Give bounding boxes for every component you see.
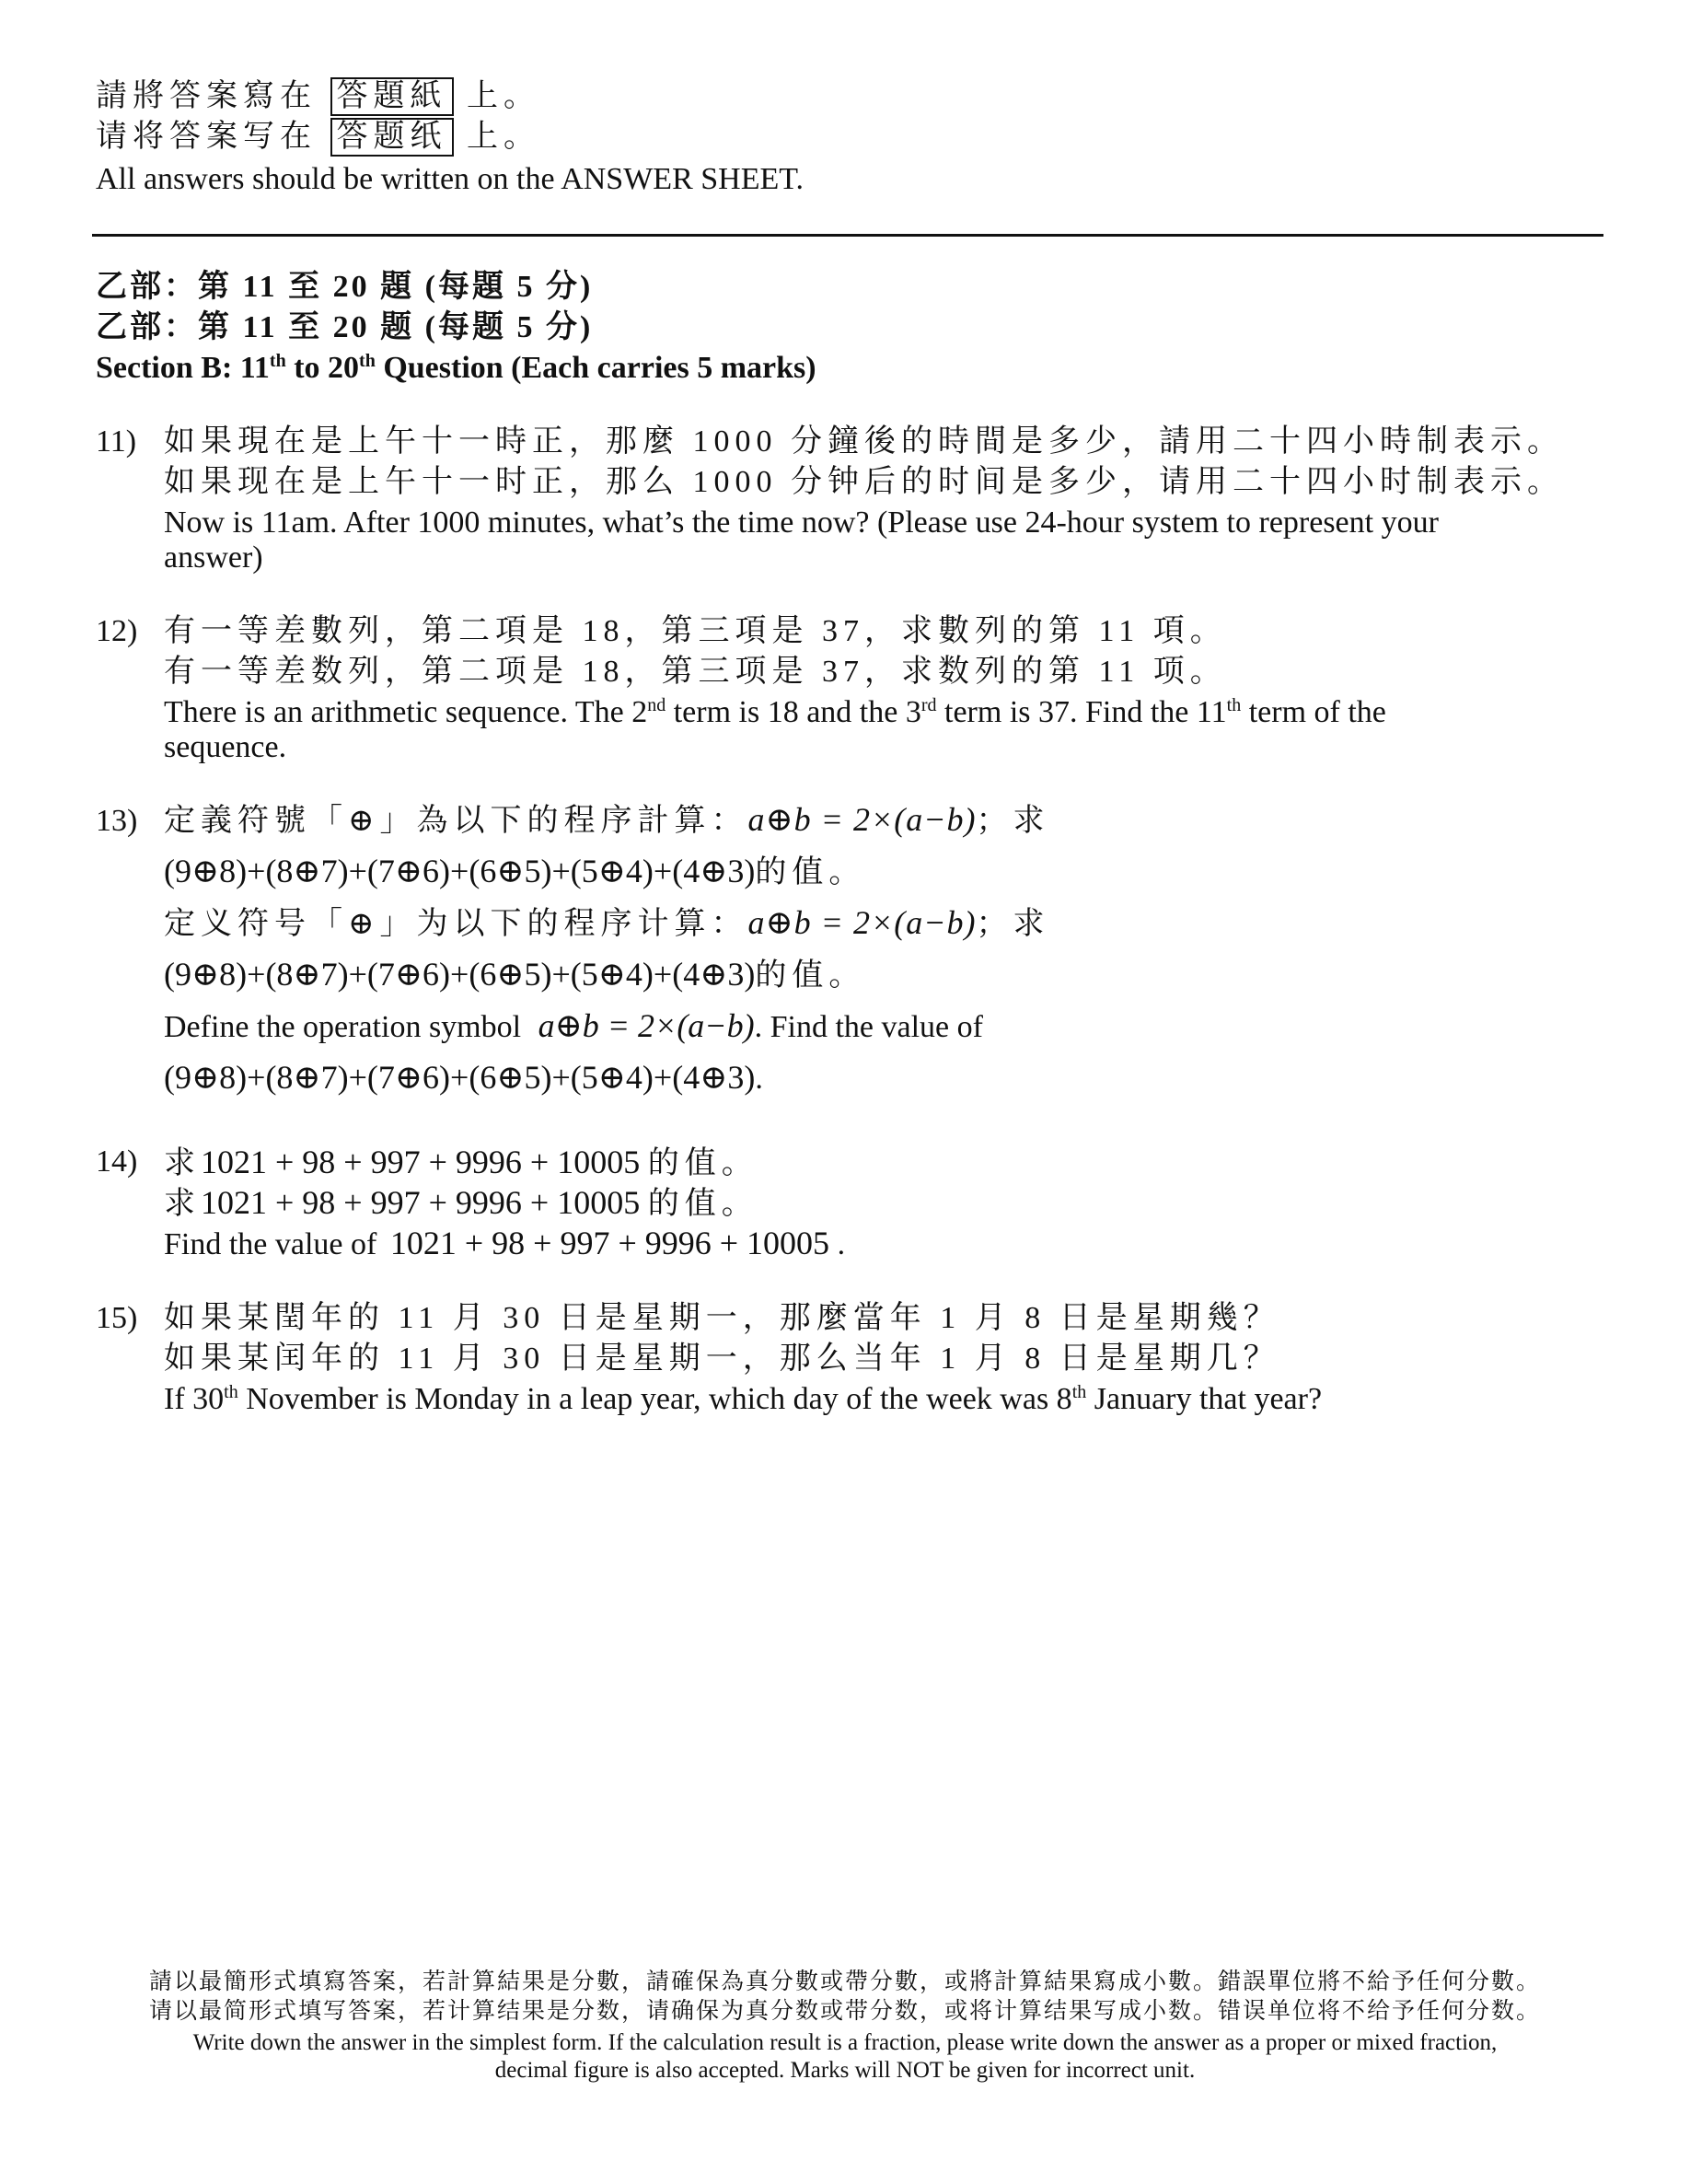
section-title-en-sup2: th: [359, 351, 376, 371]
question-12-en-sup3: th: [1226, 695, 1242, 715]
header-trad-suffix: 上。: [467, 79, 540, 113]
question-15-simp: 如果某闰年的 11 月 30 日是星期一，那么当年 1 月 8 日是星期几？: [164, 1342, 1280, 1376]
question-13-expression-simp: (9⊕8)+(8⊕7)+(7⊕6)+(6⊕5)+(5⊕4)+(4⊕3): [164, 956, 756, 993]
question-13-expression-en: (9⊕8)+(8⊕7)+(7⊕6)+(6⊕5)+(5⊕4)+(4⊕3): [164, 1059, 756, 1096]
question-13-simp-ask: ；求: [976, 907, 1050, 941]
question-14-en-period: .: [829, 1227, 846, 1261]
question-12-en-sup1: nd: [647, 695, 666, 715]
footer-note-simp: 请以最简形式填写答案，若计算结果是分数，请确保为真分数或带分数，或将计算结果写成小数。错误单位将不给予任何分数。: [148, 1999, 1541, 2024]
question-13-trad-line1: [164, 801, 1050, 840]
question-13-definition-en: a⊕b = 2×(a−b): [538, 1007, 755, 1044]
section-title-en: [96, 350, 816, 387]
question-12-en-part4: term of the: [1241, 695, 1386, 729]
section-title-en-sup1: th: [269, 351, 286, 371]
question-11-en-line1: Now is 11am. After 1000 minutes, what’s the time now? (Please use 24-hour system to represent your: [164, 505, 1439, 540]
question-15-number: 15): [96, 1301, 138, 1335]
question-14-simp: [164, 1184, 758, 1223]
question-13-trad-line2: [164, 853, 865, 891]
question-14-trad-ask: 求: [164, 1146, 201, 1180]
header-instruction-en: All answers should be written on the ANSWER SHEET.: [96, 162, 804, 196]
question-13-simp-line1: [164, 904, 1050, 943]
header-instruction-simp: [96, 118, 540, 157]
section-title-en-part1: Section B: 11: [96, 351, 270, 385]
question-12-en-part3: term is 37. Find the 11: [936, 695, 1227, 729]
header-simp-prefix: 请将答案写在: [96, 120, 317, 154]
question-13-simp-line2: [164, 956, 865, 994]
question-13-trad-intro: 定義符號「⊕」為以下的程序計算：: [164, 804, 748, 838]
question-12-trad: 有一等差數列，第二項是 18，第三項是 37，求數列的第 11 項。: [164, 614, 1227, 648]
question-13-trad-value: 的值。: [755, 855, 866, 889]
question-13-en-line2: [164, 1059, 763, 1098]
question-13-simp-intro: 定义符号「⊕」为以下的程序计算：: [164, 907, 748, 941]
question-15-en-sup2: th: [1071, 1382, 1087, 1402]
footer-note-en-line1: Write down the answer in the simplest form. If the calculation result is a fraction, please write down the answer as a proper or mixed fraction,: [192, 2030, 1498, 2055]
question-14-simp-value: 的值。: [647, 1187, 758, 1221]
section-title-en-part3: Question (Each carries 5 marks): [375, 351, 816, 385]
header-simp-suffix: 上。: [467, 120, 540, 154]
question-14-number: 14): [96, 1144, 138, 1179]
question-13-number: 13): [96, 804, 138, 838]
question-13-en-ask: . Find the value of: [754, 1010, 983, 1044]
section-title-trad: 乙部：第 11 至 20 題 (每題 5 分): [96, 270, 594, 304]
question-12-en-part1: There is an arithmetic sequence. The 2: [164, 695, 648, 729]
question-14-trad-value: 的值。: [647, 1146, 758, 1180]
question-13-trad-ask: ；求: [976, 804, 1050, 838]
question-11-en-line2: answer): [164, 540, 263, 575]
question-11-number: 11): [96, 424, 137, 459]
section-title-simp: 乙部：第 11 至 20 题 (每题 5 分): [96, 310, 594, 344]
question-15-en-sup1: th: [224, 1382, 238, 1402]
question-13-en-period: .: [755, 1062, 763, 1096]
question-12-en-part2: term is 18 and the 3: [666, 695, 921, 729]
question-15-en-part2: November is Monday in a leap year, which day of the week was 8: [237, 1382, 1072, 1416]
question-15-trad: 如果某閏年的 11 月 30 日是星期一，那麼當年 1 月 8 日是星期幾？: [164, 1301, 1280, 1335]
question-15-en: [164, 1381, 1322, 1418]
question-14-simp-ask: 求: [164, 1187, 201, 1221]
question-14-en: [164, 1225, 845, 1263]
question-11-simp: 如果现在是上午十一时正，那么 1000 分钟后的时间是多少，请用二十四小时制表示。: [164, 465, 1564, 499]
question-15-en-part3: January that year?: [1086, 1382, 1323, 1416]
header-instruction-trad: [96, 77, 540, 116]
question-13-definition-simp: a⊕b = 2×(a−b): [747, 904, 977, 941]
footer-note-trad: 請以最簡形式填寫答案，若計算結果是分數，請確保為真分數或帶分數，或將計算結果寫成小數。錯誤單位將不給予任何分數。: [148, 1969, 1541, 1994]
question-13-en-line1: [164, 1007, 983, 1046]
question-12-en-line1: [164, 694, 1386, 731]
question-12-simp: 有一等差数列，第二项是 18，第三项是 37，求数列的第 11 项。: [164, 655, 1227, 689]
question-14-expression-en: 1021 + 98 + 997 + 9996 + 10005: [389, 1225, 830, 1261]
answer-sheet-box-simp: 答题纸: [330, 118, 454, 157]
footer-note-en-line2: decimal figure is also accepted. Marks will NOT be given for incorrect unit.: [494, 2058, 1196, 2083]
question-14-expression-simp: 1021 + 98 + 997 + 9996 + 10005: [201, 1184, 641, 1221]
question-14-en-intro: Find the value of: [164, 1227, 377, 1261]
question-12-en-line2: sequence.: [164, 730, 287, 764]
question-13-simp-value: 的值。: [755, 958, 866, 993]
question-12-en-sup2: rd: [920, 695, 937, 715]
question-13-expression-trad: (9⊕8)+(8⊕7)+(7⊕6)+(6⊕5)+(5⊕4)+(4⊕3): [164, 853, 756, 889]
question-14-expression-trad: 1021 + 98 + 997 + 9996 + 10005: [201, 1144, 641, 1180]
question-15-en-part1: If 30: [164, 1382, 225, 1416]
question-14-trad: [164, 1144, 758, 1182]
question-13-definition-trad: a⊕b = 2×(a−b): [747, 801, 977, 838]
question-13-en-intro: Define the operation symbol: [164, 1010, 522, 1044]
section-title-en-part2: to 20: [285, 351, 360, 385]
question-11-trad: 如果現在是上午十一時正，那麼 1000 分鐘後的時間是多少，請用二十四小時制表示。: [164, 424, 1564, 459]
header-trad-prefix: 請將答案寫在: [96, 79, 317, 113]
question-12-number: 12): [96, 614, 138, 648]
divider-line: [92, 234, 1603, 237]
answer-sheet-box-trad: 答題紙: [330, 77, 454, 116]
